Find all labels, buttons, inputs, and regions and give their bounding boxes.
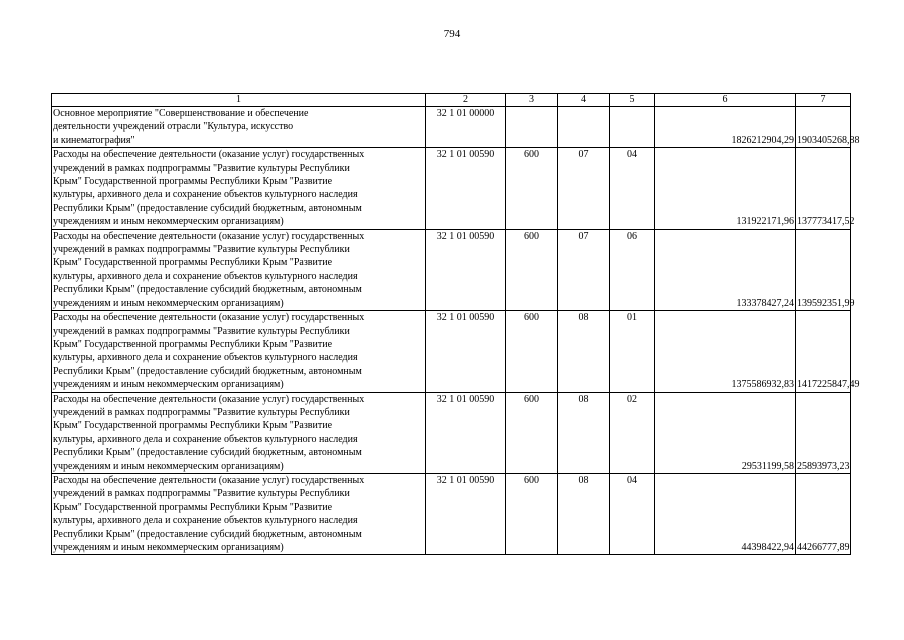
row-section: 07 xyxy=(558,148,610,229)
row-description: Расходы на обеспечение деятельности (оказание услуг) государственных учреждений в рамках подпрограммы "Развитие культуры Республики Крым" Государственной программы Республики Крым "Развитие культуры, архивного дела и сохранение объектов культурного наследия Республики Крым" (предоставление субсидий бюджетным, автономным учреждениям и иным некоммерческим организациям) xyxy=(52,473,426,554)
row-target-code: 32 1 01 00590 xyxy=(426,473,506,554)
table-row xyxy=(52,473,851,554)
row-amount-year-1: 131922171,96 xyxy=(655,148,796,229)
budget-table xyxy=(51,93,860,555)
row-expense-type: 600 xyxy=(506,229,558,310)
row-expense-type: 600 xyxy=(506,392,558,473)
row-expense-type: 600 xyxy=(506,473,558,554)
row-description: Расходы на обеспечение деятельности (оказание услуг) государственных учреждений в рамках подпрограммы "Развитие культуры Республики Крым" Государственной программы Республики Крым "Развитие культуры, архивного дела и сохранение объектов культурного наследия Республики Крым" (предоставление субсидий бюджетным, автономным учреждениям и иным некоммерческим организациям) xyxy=(52,229,426,310)
column-header: 2 xyxy=(426,94,506,107)
row-subsection: 06 xyxy=(610,229,655,310)
row-description: Расходы на обеспечение деятельности (оказание услуг) государственных учреждений в рамках подпрограммы "Развитие культуры Республики Крым" Государственной программы Республики Крым "Развитие культуры, архивного дела и сохранение объектов культурного наследия Республики Крым" (предоставление субсидий бюджетным, автономным учреждениям и иным некоммерческим организациям) xyxy=(52,392,426,473)
row-amount-year-2: 1417225847,49 xyxy=(796,311,851,392)
row-amount-year-2: 25893973,23 xyxy=(796,392,851,473)
row-description: Расходы на обеспечение деятельности (оказание услуг) государственных учреждений в рамках подпрограммы "Развитие культуры Республики Крым" Государственной программы Республики Крым "Развитие культуры, архивного дела и сохранение объектов культурного наследия Республики Крым" (предоставление субсидий бюджетным, автономным учреждениям и иным некоммерческим организациям) xyxy=(52,148,426,229)
row-amount-year-2: 139592351,99 xyxy=(796,229,851,310)
table-row xyxy=(52,392,851,473)
row-target-code: 32 1 01 00590 xyxy=(426,392,506,473)
column-header: 7 xyxy=(796,94,851,107)
row-amount-year-2: 1903405268,88 xyxy=(796,107,851,148)
row-section xyxy=(558,107,610,148)
row-section: 07 xyxy=(558,229,610,310)
row-description: Расходы на обеспечение деятельности (оказание услуг) государственных учреждений в рамках подпрограммы "Развитие культуры Республики Крым" Государственной программы Республики Крым "Развитие культуры, архивного дела и сохранение объектов культурного наследия Республики Крым" (предоставление субсидий бюджетным, автономным учреждениям и иным некоммерческим организациям) xyxy=(52,311,426,392)
row-target-code: 32 1 01 00590 xyxy=(426,229,506,310)
row-subsection: 04 xyxy=(610,473,655,554)
row-amount-year-1: 29531199,58 xyxy=(655,392,796,473)
column-header: 5 xyxy=(610,94,655,107)
row-expense-type: 600 xyxy=(506,148,558,229)
row-amount-year-1: 1826212904,29 xyxy=(655,107,796,148)
row-target-code: 32 1 01 00590 xyxy=(426,311,506,392)
row-section: 08 xyxy=(558,392,610,473)
row-amount-year-1: 1375586932,83 xyxy=(655,311,796,392)
row-amount-year-2: 137773417,52 xyxy=(796,148,851,229)
row-subsection: 01 xyxy=(610,311,655,392)
table-row xyxy=(52,229,851,310)
row-section: 08 xyxy=(558,311,610,392)
row-subsection: 02 xyxy=(610,392,655,473)
row-subsection: 04 xyxy=(610,148,655,229)
row-description: Основное мероприятие "Совершенствование и обеспечение деятельности учреждений отрасли "Культура, искусство и кинематография" xyxy=(52,107,426,148)
table-row xyxy=(52,311,851,392)
column-header: 6 xyxy=(655,94,796,107)
row-expense-type: 600 xyxy=(506,311,558,392)
row-section: 08 xyxy=(558,473,610,554)
table-body xyxy=(52,94,860,555)
table-row xyxy=(52,148,851,229)
row-amount-year-1: 44398422,94 xyxy=(655,473,796,554)
column-header: 1 xyxy=(52,94,426,107)
row-subsection xyxy=(610,107,655,148)
table-header-row xyxy=(52,94,851,107)
page-number: 794 xyxy=(443,28,461,40)
column-header: 4 xyxy=(558,94,610,107)
row-expense-type xyxy=(506,107,558,148)
table-row xyxy=(52,107,851,148)
row-target-code: 32 1 01 00590 xyxy=(426,148,506,229)
row-amount-year-1: 133378427,24 xyxy=(655,229,796,310)
row-amount-year-2: 44266777,89 xyxy=(796,473,851,554)
row-target-code: 32 1 01 00000 xyxy=(426,107,506,148)
column-header: 3 xyxy=(506,94,558,107)
